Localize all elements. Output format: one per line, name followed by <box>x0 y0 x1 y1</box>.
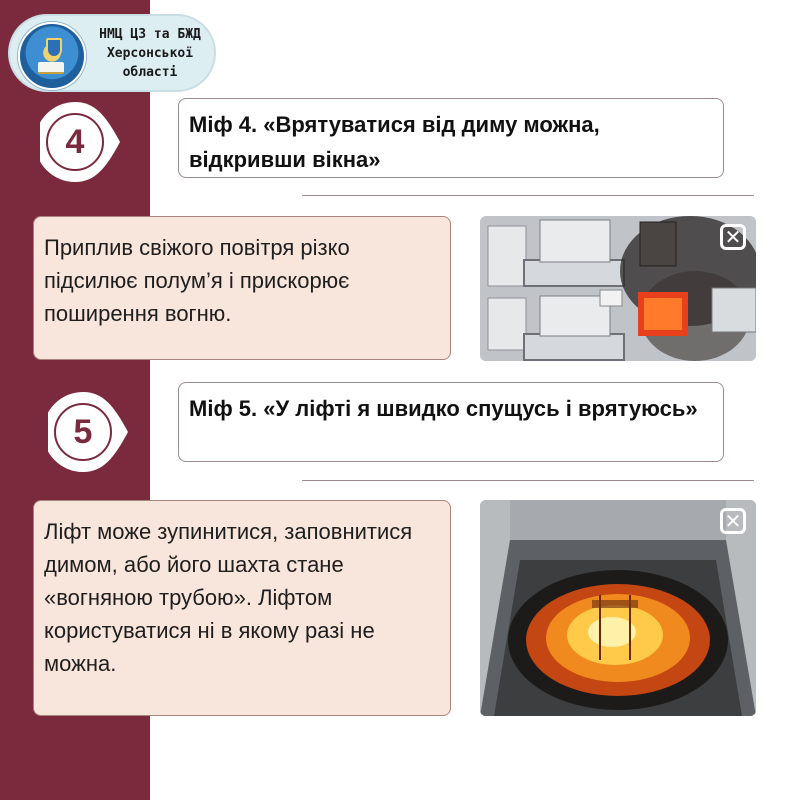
close-icon[interactable]: ✕ <box>720 508 746 534</box>
fact-text: Приплив свіжого повітря різко підсилює полум’я і прискорює поширення вогню. <box>44 235 350 326</box>
fact-box <box>33 216 451 360</box>
myth-number-badge-4 <box>40 98 128 186</box>
org-line-2: Херсонської <box>106 46 194 61</box>
myth-title-box <box>178 382 724 462</box>
photo-elevator-shaft-fire <box>480 500 756 716</box>
myth-title: Міф 4. «Врятуватися від диму можна, відкривши вікна» <box>189 112 600 172</box>
shield-icon <box>46 38 62 58</box>
book-icon <box>38 62 64 74</box>
myth-title-box <box>178 98 724 178</box>
photo-burning-apartment <box>480 216 756 361</box>
fact-box <box>33 500 451 716</box>
myth-number: 5 <box>73 413 93 451</box>
close-icon[interactable]: ✕ <box>720 224 746 250</box>
organization-logo <box>8 14 216 92</box>
myth-title: Міф 5. «У ліфті я швидко спущусь і врятуюсь» <box>189 396 698 421</box>
myth-number-badge-5 <box>48 388 136 476</box>
emblem-icon <box>18 22 86 90</box>
myth-number: 4 <box>65 123 85 161</box>
divider <box>302 195 754 196</box>
org-line-3: області <box>122 65 178 80</box>
org-line-1: НМЦ ЦЗ та БЖД <box>99 27 201 42</box>
divider <box>302 480 754 481</box>
organization-name <box>86 25 214 82</box>
fact-text: Ліфт може зупинитися, заповнитися димом, або його шахта стане «вогняною трубою». Ліфтом користуватися ні в якому разі не можна. <box>44 519 413 676</box>
